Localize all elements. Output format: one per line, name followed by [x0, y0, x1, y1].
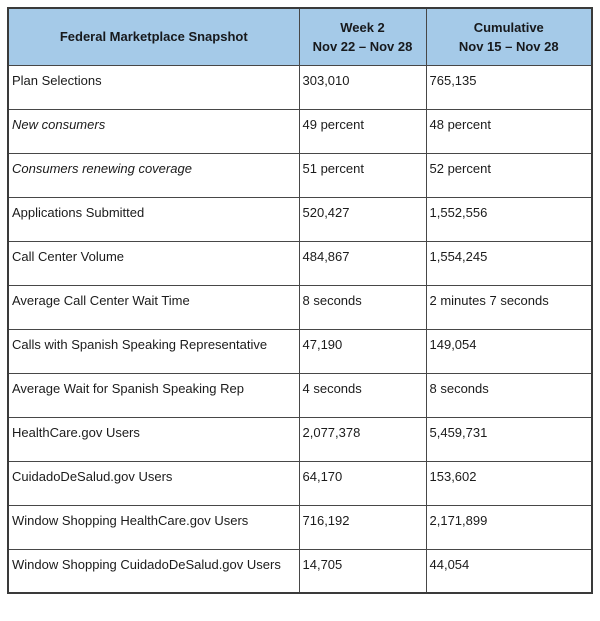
cumulative-value: 52 percent: [426, 153, 592, 197]
cumulative-value: 2 minutes 7 seconds: [426, 285, 592, 329]
cumulative-value: 2,171,899: [426, 505, 592, 549]
week2-value: 520,427: [299, 197, 426, 241]
metric-label: HealthCare.gov Users: [8, 417, 299, 461]
week2-value: 484,867: [299, 241, 426, 285]
table-row: [8, 329, 592, 373]
metric-label: Plan Selections: [8, 65, 299, 109]
table-title: Federal Marketplace Snapshot: [59, 29, 248, 45]
cumulative-value: 5,459,731: [426, 417, 592, 461]
cumulative-value: 1,554,245: [426, 241, 592, 285]
table-header: [8, 8, 592, 65]
header-cell-cumulative: [426, 8, 592, 65]
week2-value: 64,170: [299, 461, 426, 505]
week2-value: 4 seconds: [299, 373, 426, 417]
metric-label: Average Call Center Wait Time: [8, 285, 299, 329]
table-row: [8, 285, 592, 329]
header-cell-week2: [299, 8, 426, 65]
cumulative-value: 1,552,556: [426, 197, 592, 241]
table-row: [8, 417, 592, 461]
week2-value: 49 percent: [299, 109, 426, 153]
metric-label: Consumers renewing coverage: [8, 153, 299, 197]
header-cell-metric: [8, 8, 299, 65]
metric-label: Calls with Spanish Speaking Representative: [8, 329, 299, 373]
week2-date-range: Nov 22 – Nov 28: [312, 38, 413, 54]
week2-value: 8 seconds: [299, 285, 426, 329]
table-row: [8, 373, 592, 417]
cumulative-date-range: Nov 15 – Nov 28: [458, 38, 559, 54]
cumulative-value: 765,135: [426, 65, 592, 109]
cumulative-column-title: Cumulative: [473, 19, 544, 35]
table-row: [8, 153, 592, 197]
week2-value: 47,190: [299, 329, 426, 373]
table-body: [8, 65, 592, 593]
table-container: [7, 7, 593, 594]
cumulative-value: 8 seconds: [426, 373, 592, 417]
table-row: [8, 241, 592, 285]
week2-value: 303,010: [299, 65, 426, 109]
metric-label: Call Center Volume: [8, 241, 299, 285]
week2-column-title: Week 2: [340, 19, 385, 35]
week2-value: 2,077,378: [299, 417, 426, 461]
table-row: [8, 65, 592, 109]
metric-label: Applications Submitted: [8, 197, 299, 241]
cumulative-value: 149,054: [426, 329, 592, 373]
metric-label: New consumers: [8, 109, 299, 153]
cumulative-value: 44,054: [426, 549, 592, 593]
week2-value: 716,192: [299, 505, 426, 549]
table-row: [8, 109, 592, 153]
metric-label: CuidadoDeSalud.gov Users: [8, 461, 299, 505]
table-row: [8, 461, 592, 505]
cumulative-value: 48 percent: [426, 109, 592, 153]
week2-value: 14,705: [299, 549, 426, 593]
metric-label: Average Wait for Spanish Speaking Rep: [8, 373, 299, 417]
table-row: [8, 197, 592, 241]
cumulative-value: 153,602: [426, 461, 592, 505]
week2-value: 51 percent: [299, 153, 426, 197]
metric-label: Window Shopping HealthCare.gov Users: [8, 505, 299, 549]
federal-marketplace-snapshot-table: [7, 7, 593, 594]
metric-label: Window Shopping CuidadoDeSalud.gov Users: [8, 549, 299, 593]
table-row: [8, 505, 592, 549]
header-row: [8, 8, 592, 65]
table-row: [8, 549, 592, 593]
